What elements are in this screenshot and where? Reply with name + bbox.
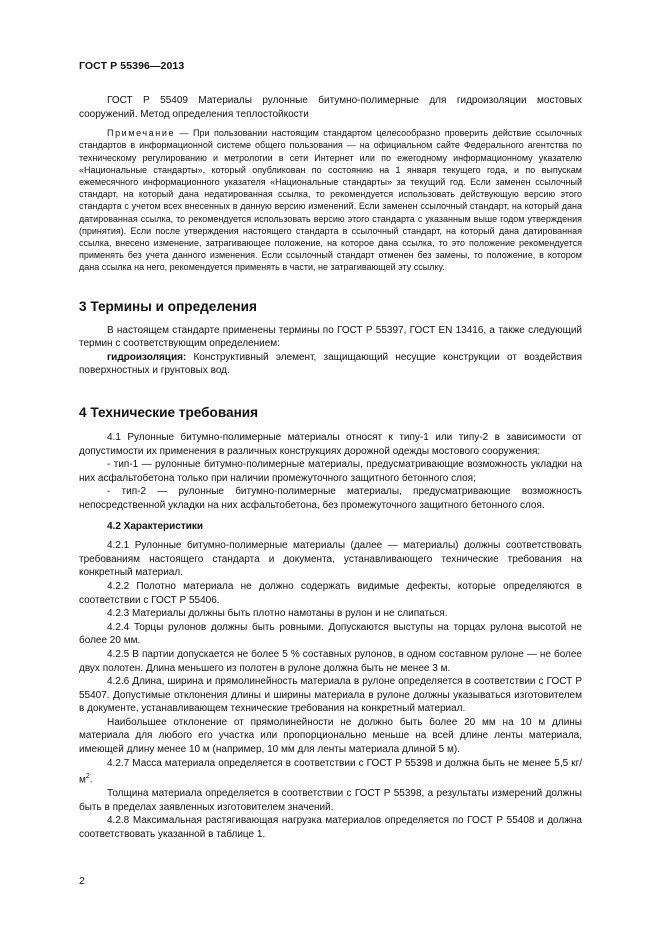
section-3-heading: 3 Термины и определения [79,298,257,314]
clause-4-2-7 [79,757,582,788]
clause-4-2-6-straightness: Наибольшее отклонение от прямолинейности не должно быть более 20 мм на 10 м длины материала для любого его участка или пропорционально меньше на всей длине ленты материала, имеющей длину менее 10 м (например, 10 мм для ленты материала длиной 5 м). [79,716,582,756]
clause-4-2-8: 4.2.8 Максимальная растягивающая нагрузка материалов определяется по ГОСТ Р 55408 и должна соответствовать указанной в таблице 1. [79,815,582,840]
section-3-intro: В настоящем стандарте применены термины по ГОСТ Р 55397, ГОСТ EN 13416, а также следующий термин с соответствующим определением: [79,324,582,350]
clause-4-2-4: 4.2.4 Торцы рулонов должны быть ровными. Допускаются выступы на торцах рулона высотой не более 20 мм. [79,621,582,647]
term-definition-text: Конструктивный элемент, защищающий несущие конструкции от воздействия поверхностных и грунтовых вод. [79,351,582,377]
reference-note [79,127,582,273]
subsection-4-2-heading: 4.2 Характеристики [107,520,204,532]
clause-4-1-type1: - тип-1 — рулонные битумно-полимерные материалы, предусматривающие возможность укладки на них асфальтобетона только при наличии промежуточного защитного бетонного слоя; [79,459,582,484]
clause-4-2-5: 4.2.5 В партии допускается не более 5 % составных рулонов, в одном составном рулоне — не более двух полотен. Длина меньшего из полотен в рулоне должна быть не менее 3 м. [79,648,582,674]
clause-4-2-6: 4.2.6 Длина, ширина и прямолинейность материала в рулоне определяется в соответствии с ГОСТ Р 55407. Допустимые отклонения длины и ширины материала в рулоне должны указываться изготовителем в документе, устанавливающем технические требования на конкретный материал. [79,676,582,715]
page-number: 2 [79,875,85,887]
term-name: гидроизоляция: [107,351,187,363]
clause-4-2-1: 4.2.1 Рулонные битумно-полимерные материалы (далее — материалы) должны соответствовать требованиям настоящего стандарта и документа, устанавливающего технические требования на конкретный материал. [79,540,582,579]
page-body [79,94,582,842]
note-text: — При пользовании настоящим стандартом целесообразно проверить действие ссылочных стандартов в информационной системе общего пользования — на официальном сайте Федерального агентства по техническому регулированию и метрологии в сети Интернет или по ежегодному информационному указателю «Национальные стандарты», который опубликован по состоянию на 1 января текущего года, и по выпускам ежемесячного информационного указателя «Национальные стандарты» за текущий год. Если заменен ссылочный стандарт, на который дана недатированная ссылка, то рекомендуется использовать действующую версию этого стандарта с учетом всех внесенных в данную версию изменений. Если заменен ссылочный стандарт, на который дана датированная ссылка, то рекомендуется использовать версию этого стандарта с указанным выше годом утверждения (принятия). Если после утверждения настоящего стандарта в ссылочный стандарт, на который дана датированная ссылка, внесено изменение, затрагивающее положение, на которое дана ссылка, то это положение рекомендуется применять без учета данного изменения. Если ссылочный стандарт отменен без замены, то положение, в котором дана ссылка на него, рекомендуется применять в части, не затрагивающей эту ссылку. [79,128,582,273]
clause-4-2-3: 4.2.3 Материалы должны быть плотно намотаны в рулон и не слипаться. [107,608,448,620]
clause-4-1: 4.1 Рулонные битумно-полимерные материалы относят к типу-1 или типу-2 в зависимости от допустимости их применения в различных конструкциях дорожной одежды мостового сооружения: [79,432,582,457]
clause-4-2-2: 4.2.2 Полотно материала не должно содержать видимые дефекты, которые определяются в соответствии с ГОСТ Р 55406. [79,580,582,606]
clause-4-2-7-text: 4.2.7 Масса материала определяется в соответствии с ГОСТ Р 55398 и должна быть не менее 5,5 кг/м [79,757,582,786]
clause-4-2-7-thickness: Толщина материала определяется в соответствии с ГОСТ Р 55398, а результаты измерений должны быть в пределах заявленных изготовителем значений. [79,788,582,813]
running-header: ГОСТ Р 55396—2013 [79,60,185,72]
clause-4-2-7-end: . [89,774,93,786]
clause-4-1-type2: - тип-2 — рулонные битумно-полимерные материалы, предусматривающие возможность непосредственной укладки на них асфальтобетона, без промежуточного защитного бетонного слоя. [79,486,582,511]
note-label: Примечание [107,128,176,139]
normative-reference-item: ГОСТ Р 55409 Материалы рулонные битумно-полимерные для гидроизоляции мостовых сооружений. Метод определения теплостойкости [79,95,582,120]
section-4-heading: 4 Технические требования [79,405,259,420]
term-definition [79,351,582,378]
unit-superscript: 2 [85,773,90,781]
